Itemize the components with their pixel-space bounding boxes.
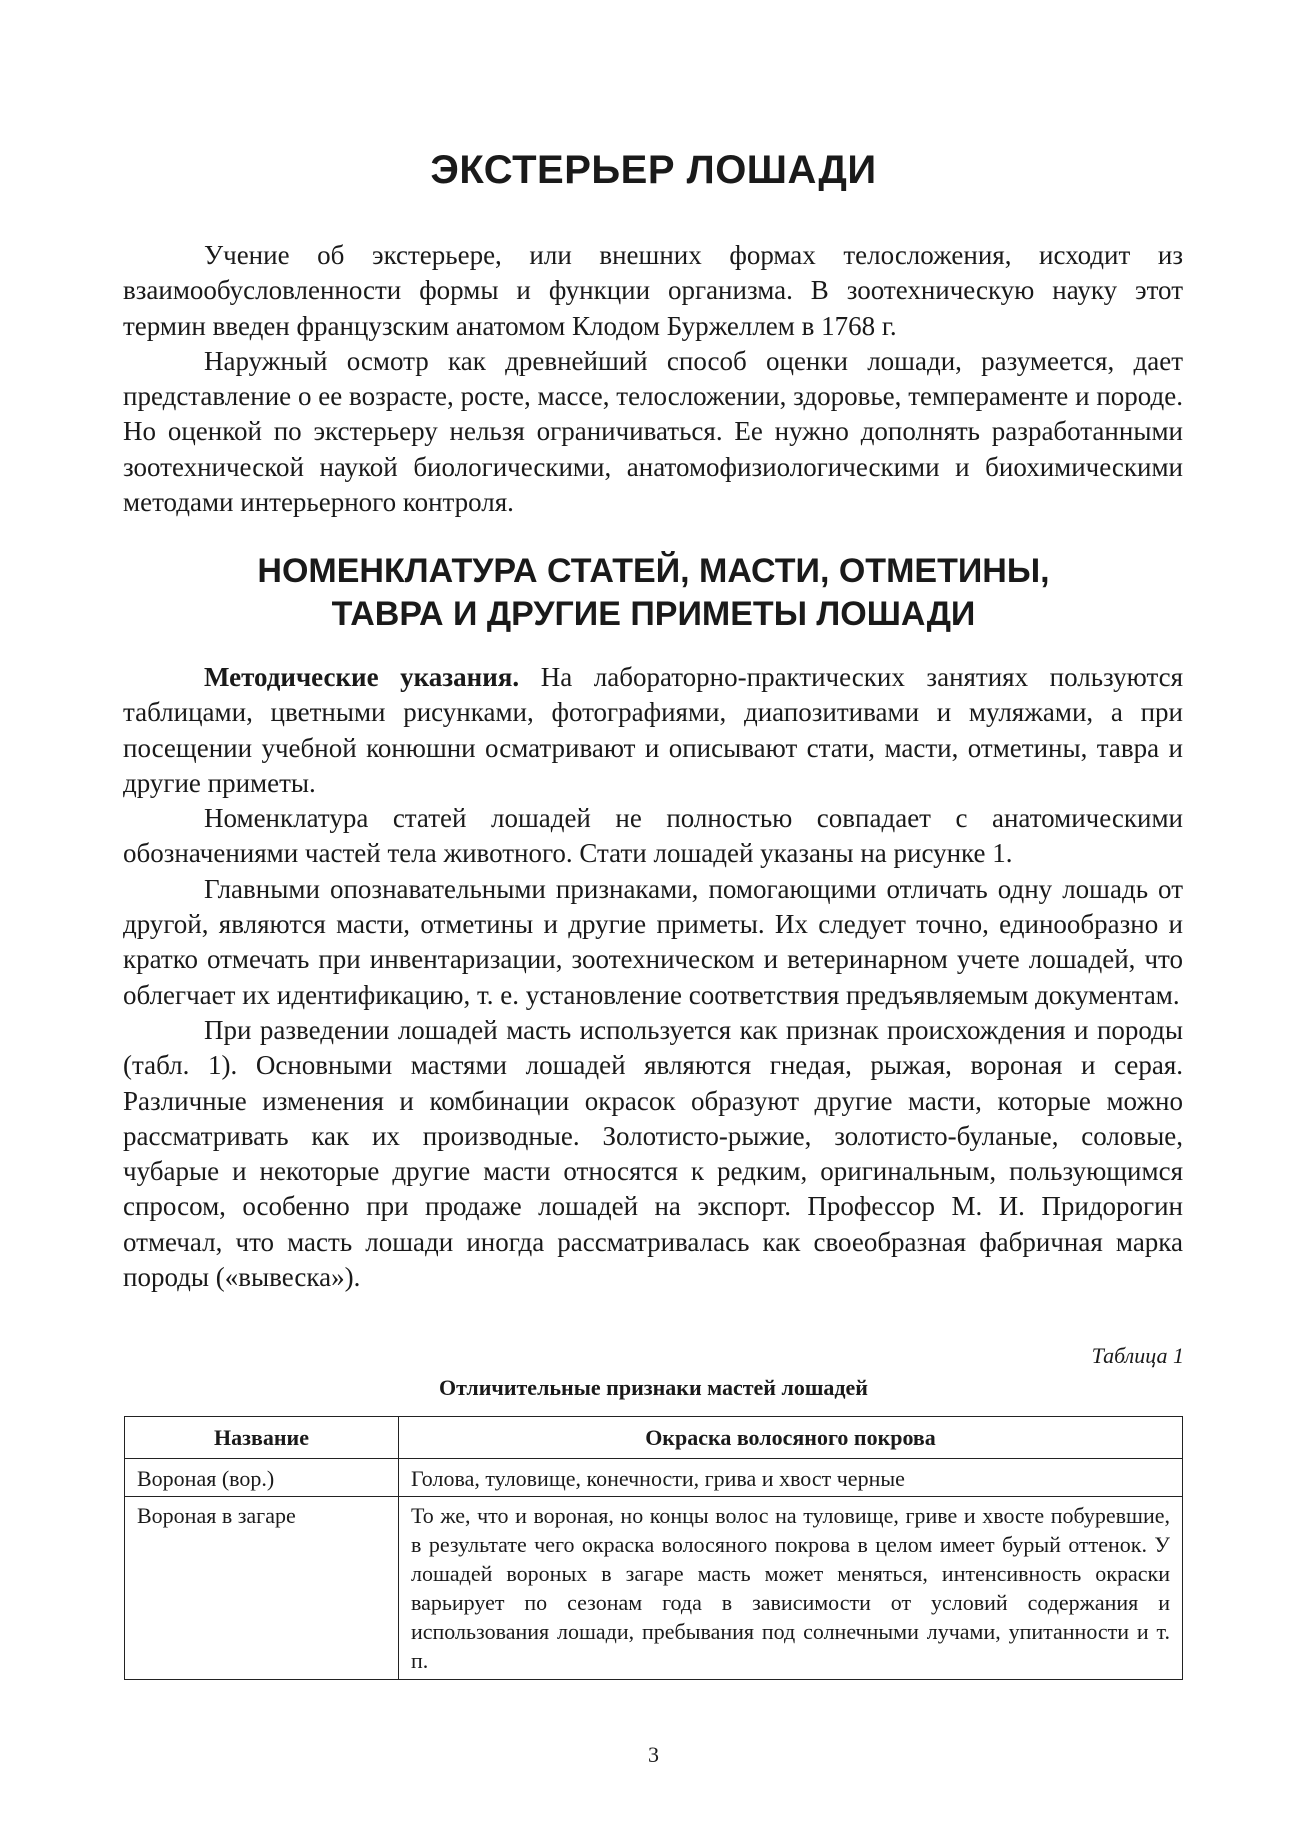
section-paragraph: При разведении лошадей масть используется как признак происхождения и породы (табл. 1). Основными мастями лошадей являются гнедая, рыжая, вороная и серая. Различные изменения и комбинации окрасок образуют другие масти, которые можно рассматривать как их производные. Золотисто-рыжие, золотисто-буланые, соловые, чубарые и некоторые другие масти относятся к редким, оригинальным, пользующимся спросом, особенно при продаже лошадей на экспорт. Профессор М. И. Придорогин отмечал, что масть лошади иногда рассматривалась как своеобразная фабричная марка породы («вывеска»). xyxy=(123,1014,1183,1293)
page-title: ЭКСТЕРЬЕР ЛОШАДИ xyxy=(430,148,877,192)
table-cell-description: Голова, туловище, конечности, грива и хвост черные xyxy=(399,1459,1183,1497)
section-title xyxy=(0,550,1307,636)
section-text xyxy=(123,660,1183,1295)
section-paragraph: Номенклатура статей лошадей не полностью совпадает с анатомическими обозначениями частей тела животного. Стати лошадей указаны на рисунке 1. xyxy=(123,803,1183,869)
table-header-row xyxy=(125,1417,1183,1459)
intro-paragraph: Учение об экстерьере, или внешних формах телосложения, исходит из взаимообусловленности формы и функции организма. В зоотехническую науку этот термин введен французским анатомом Клодом Буржеллем в 1768 г. xyxy=(123,240,1183,341)
section-paragraph xyxy=(123,660,1183,801)
table-header-cell: Название xyxy=(125,1417,399,1459)
table-row xyxy=(125,1459,1183,1497)
table-row xyxy=(125,1497,1183,1680)
section-paragraph: Главными опознавательными признаками, помогающими отличать одну лошадь от другой, являются масти, отметины и другие приметы. Их следует точно, единообразно и кратко отмечать при инвентаризации, зоотехническом и ветеринарном учете лошадей, что облегчает их идентификацию, т. е. установление соответствия предъявляемым документам. xyxy=(123,873,1183,1010)
intro-text xyxy=(123,238,1183,520)
table-cell-description: То же, что и вороная, но концы волос на туловище, гриве и хвосте побуревшие, в результате чего окраска волосяного покрова в целом имеет бурый оттенок. У лошадей вороных в загаре масть может меняться, интенсивность окраски варьирует по сезонам года в зависимости от условий содержания и использования лошади, пребывания под солнечными лучами, упитанности и т. п. xyxy=(399,1497,1183,1680)
paragraph-body: На лабораторно-практических занятиях пользуются таблицами, цветными рисунками, фотографиями, диапозитивами и муляжами, а при посещении учебной конюшни осматривают и описывают стати, масти, отметины, тавра и другие приметы. xyxy=(123,662,1183,798)
page-number: 3 xyxy=(648,1742,659,1767)
table-label: Таблица 1 xyxy=(1091,1343,1184,1368)
table-cell-name: Вороная в загаре xyxy=(125,1497,399,1680)
table-cell-name: Вороная (вор.) xyxy=(125,1459,399,1497)
section-title-line: ТАВРА И ДРУГИЕ ПРИМЕТЫ ЛОШАДИ xyxy=(331,595,976,633)
intro-paragraph: Наружный осмотр как древнейший способ оценки лошади, разумеется, дает представление о ее возрасте, росте, массе, телосложении, здоровье, темпераменте и породе. Но оценкой по экстерьеру нельзя ограничиваться. Ее нужно дополнять разработанными зоотехнической наукой биологическими, анатомофизиологическими и биохимическими методами интерьерного контроля. xyxy=(123,345,1183,518)
paragraph-lead: Методические указания. xyxy=(204,662,520,692)
table-title: Отличительные признаки мастей лошадей xyxy=(439,1375,868,1400)
colors-table xyxy=(124,1416,1183,1680)
section-title-line: НОМЕНКЛАТУРА СТАТЕЙ, МАСТИ, ОТМЕТИНЫ, xyxy=(257,552,1050,590)
table-header-cell: Окраска волосяного покрова xyxy=(399,1417,1183,1459)
